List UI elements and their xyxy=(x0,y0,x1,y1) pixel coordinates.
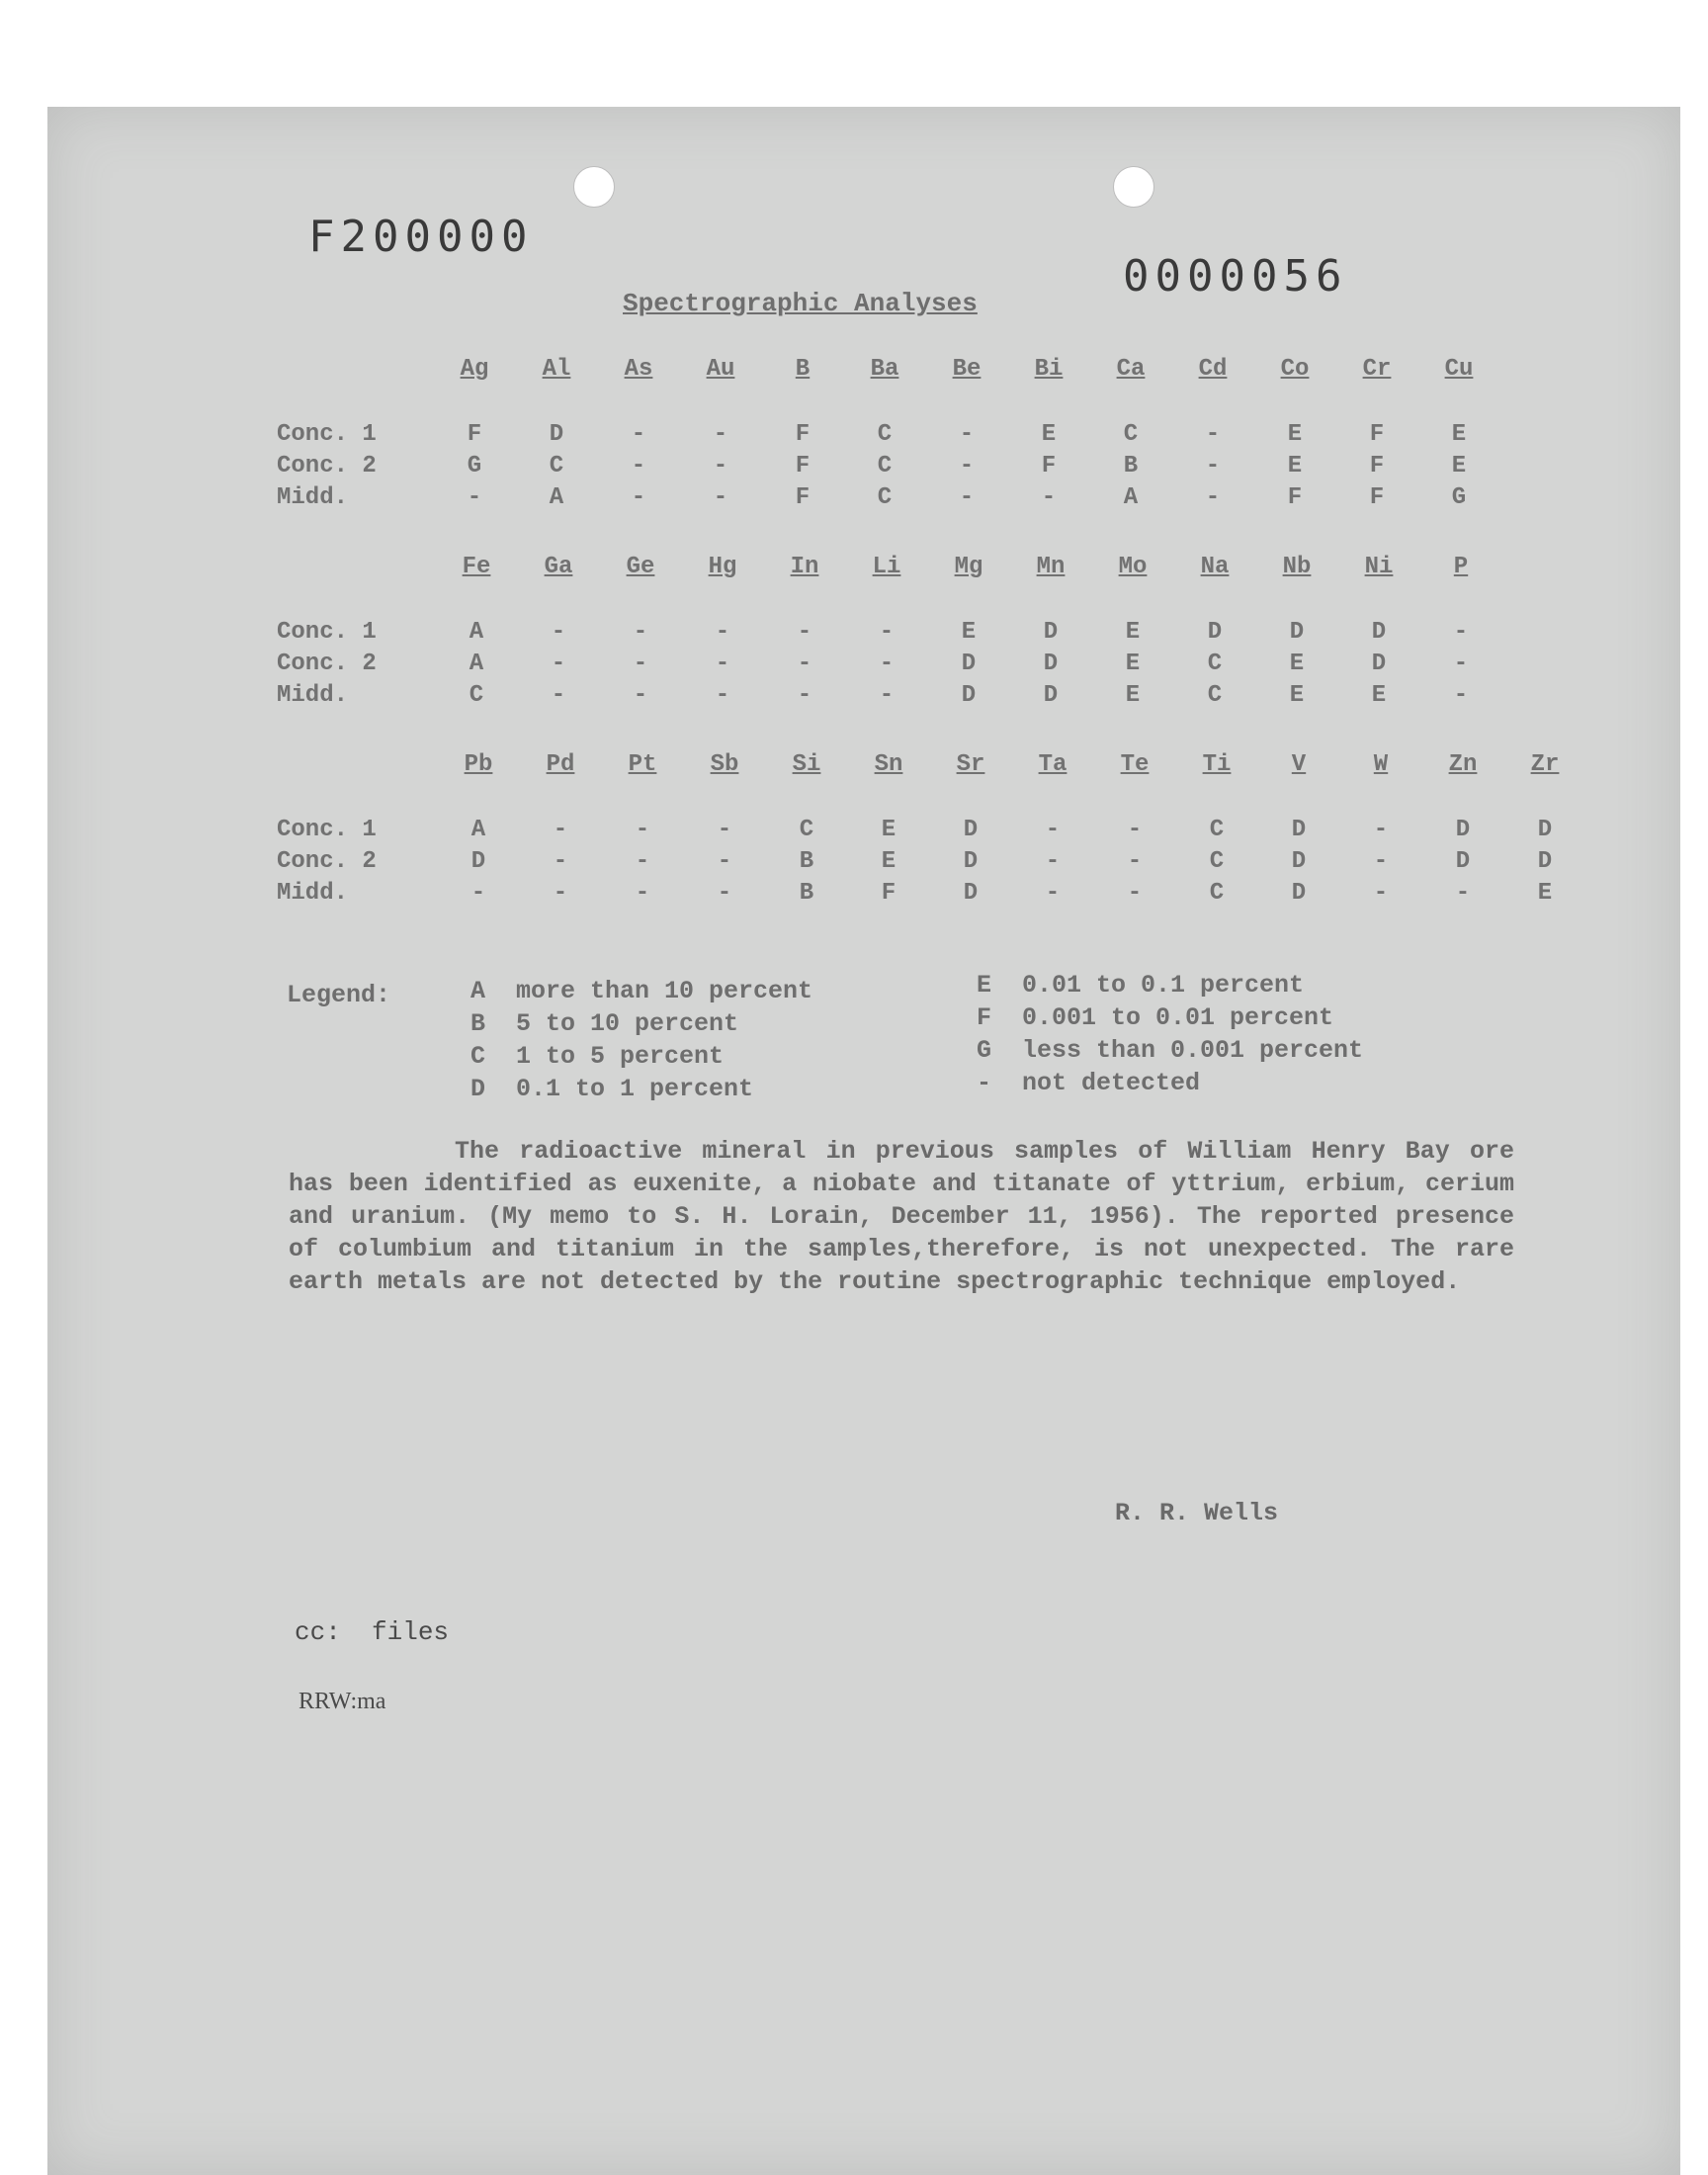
table-cell: A xyxy=(1123,484,1139,511)
table-cell: - xyxy=(1205,421,1221,448)
legend-item xyxy=(977,1069,1363,1101)
table-cell: D xyxy=(1455,848,1471,875)
table-cell: D xyxy=(1043,682,1059,709)
table-cell: E xyxy=(1125,619,1141,646)
table-cell: C xyxy=(877,453,893,479)
typist-initials: RRW:ma xyxy=(299,1689,386,1714)
table-cell: D xyxy=(1371,619,1387,646)
element-header: Mn xyxy=(1036,554,1066,580)
legend-text: not detected xyxy=(1022,1069,1201,1097)
element-header: Ti xyxy=(1202,751,1232,778)
table-cell: C xyxy=(1123,421,1139,448)
table-cell: - xyxy=(631,421,646,448)
punch-hole-right xyxy=(1113,166,1154,208)
table-cell: F xyxy=(1287,484,1303,511)
table-cell: D xyxy=(1371,651,1387,677)
table-cell: - xyxy=(959,421,975,448)
legend-item xyxy=(470,1042,812,1075)
element-header: Be xyxy=(952,356,982,383)
element-header: Fe xyxy=(462,554,491,580)
table-cell: A xyxy=(549,484,564,511)
table-cell: C xyxy=(549,453,564,479)
legend-text: 1 to 5 percent xyxy=(516,1042,725,1071)
legend-item xyxy=(977,1003,1363,1036)
stamp-number-left: F200000 xyxy=(308,212,534,262)
legend-key: E xyxy=(977,971,992,1000)
table-cell: E xyxy=(1451,453,1467,479)
legend-right xyxy=(977,971,1363,1101)
table-cell: E xyxy=(1125,682,1141,709)
legend-item xyxy=(977,971,1363,1003)
legend-key: G xyxy=(977,1036,992,1065)
table-cell: D xyxy=(1455,817,1471,843)
table-cell: - xyxy=(551,619,566,646)
element-header: Hg xyxy=(708,554,737,580)
table-cell: - xyxy=(551,651,566,677)
table-cell: - xyxy=(797,682,812,709)
table-cell: E xyxy=(881,817,897,843)
table-cell: F xyxy=(1369,421,1385,448)
table-cell: C xyxy=(1209,817,1225,843)
table-cell: D xyxy=(1291,848,1307,875)
table-cell: E xyxy=(1371,682,1387,709)
element-header: Ba xyxy=(870,356,899,383)
element-header: Ni xyxy=(1364,554,1394,580)
legend-key: - xyxy=(977,1069,992,1097)
table-cell: F xyxy=(795,421,811,448)
table-cell: F xyxy=(881,880,897,907)
table-cell: F xyxy=(795,453,811,479)
element-header: Sb xyxy=(710,751,739,778)
table-cell: E xyxy=(881,848,897,875)
table-cell: - xyxy=(467,484,482,511)
legend-text: more than 10 percent xyxy=(516,977,813,1005)
element-header: Zn xyxy=(1448,751,1478,778)
element-header: Pb xyxy=(464,751,493,778)
table-cell: D xyxy=(1289,619,1305,646)
legend-key: A xyxy=(470,977,486,1005)
table-cell: B xyxy=(1123,453,1139,479)
table-cell: C xyxy=(1209,880,1225,907)
table-cell: E xyxy=(961,619,977,646)
row-label: Midd. xyxy=(277,484,349,511)
cc-line: cc: files xyxy=(295,1617,450,1647)
element-header: Ge xyxy=(626,554,655,580)
table-cell: G xyxy=(1451,484,1467,511)
element-header: Nb xyxy=(1282,554,1312,580)
table-cell: C xyxy=(877,421,893,448)
element-header: In xyxy=(790,554,819,580)
table-cell: - xyxy=(1205,484,1221,511)
element-header: Ca xyxy=(1116,356,1146,383)
row-label: Conc. 1 xyxy=(277,421,377,448)
legend-key: F xyxy=(977,1003,992,1032)
table-cell: - xyxy=(551,682,566,709)
element-header: As xyxy=(624,356,653,383)
table-cell: - xyxy=(1205,453,1221,479)
legend-item xyxy=(470,1009,812,1042)
table-cell: E xyxy=(1041,421,1057,448)
element-header: Sn xyxy=(874,751,903,778)
table-cell: - xyxy=(1453,651,1469,677)
table-cell: - xyxy=(1127,848,1143,875)
element-header: P xyxy=(1453,554,1469,580)
table-cell: D xyxy=(961,682,977,709)
row-label: Conc. 2 xyxy=(277,453,377,479)
table-cell: - xyxy=(717,817,732,843)
table-cell: C xyxy=(1207,651,1223,677)
table-cell: C xyxy=(1209,848,1225,875)
element-header: Na xyxy=(1200,554,1230,580)
signature: R. R. Wells xyxy=(1115,1499,1279,1527)
table-cell: - xyxy=(717,880,732,907)
element-header: Cd xyxy=(1198,356,1228,383)
element-header: Li xyxy=(872,554,901,580)
table-cell: - xyxy=(1453,619,1469,646)
table-cell: D xyxy=(1291,817,1307,843)
legend-item xyxy=(470,977,812,1009)
element-header: Pt xyxy=(628,751,657,778)
table-cell: - xyxy=(1127,817,1143,843)
row-label: Conc. 2 xyxy=(277,651,377,677)
table-cell: A xyxy=(470,817,486,843)
legend-item xyxy=(470,1075,812,1107)
element-header: Te xyxy=(1120,751,1150,778)
table-cell: D xyxy=(1207,619,1223,646)
stamp-number-right: 0000056 xyxy=(1123,251,1348,302)
table-cell: - xyxy=(1373,848,1389,875)
table-cell: B xyxy=(799,848,814,875)
legend-left xyxy=(470,977,812,1107)
element-header: Cu xyxy=(1444,356,1474,383)
table-cell: - xyxy=(715,682,730,709)
table-cell: E xyxy=(1289,651,1305,677)
table-cell: - xyxy=(631,484,646,511)
table-cell: D xyxy=(963,848,979,875)
element-header: Bi xyxy=(1034,356,1064,383)
element-header: Pd xyxy=(546,751,575,778)
table-cell: C xyxy=(1207,682,1223,709)
table-cell: C xyxy=(799,817,814,843)
element-header: V xyxy=(1291,751,1307,778)
table-cell: D xyxy=(1291,880,1307,907)
legend-key: B xyxy=(470,1009,486,1038)
table-cell: - xyxy=(553,848,568,875)
punch-hole-left xyxy=(573,166,615,208)
table-cell: - xyxy=(713,484,728,511)
element-header: Au xyxy=(706,356,735,383)
table-cell: - xyxy=(959,453,975,479)
table-cell: - xyxy=(1127,880,1143,907)
table-cell: D xyxy=(470,848,486,875)
table-cell: - xyxy=(1041,484,1057,511)
table-cell: A xyxy=(469,619,484,646)
table-cell: - xyxy=(797,619,812,646)
table-cell: - xyxy=(879,651,895,677)
table-cell: B xyxy=(799,880,814,907)
table-cell: G xyxy=(467,453,482,479)
row-label: Conc. 2 xyxy=(277,848,377,875)
table-cell: C xyxy=(469,682,484,709)
element-header: Ga xyxy=(544,554,573,580)
table-cell: - xyxy=(713,421,728,448)
table-cell: - xyxy=(717,848,732,875)
table-cell: D xyxy=(1043,619,1059,646)
table-cell: - xyxy=(1045,848,1061,875)
table-cell: D xyxy=(1537,817,1553,843)
table-cell: D xyxy=(963,817,979,843)
table-cell: E xyxy=(1451,421,1467,448)
document-title: Spectrographic Analyses xyxy=(623,289,978,318)
legend-text: 5 to 10 percent xyxy=(516,1009,739,1038)
element-header: Ag xyxy=(460,356,489,383)
row-label: Midd. xyxy=(277,682,349,709)
table-cell: - xyxy=(633,651,648,677)
table-cell: - xyxy=(713,453,728,479)
element-header: Si xyxy=(792,751,821,778)
element-header: Mo xyxy=(1118,554,1148,580)
table-cell: - xyxy=(470,880,486,907)
table-cell: - xyxy=(1045,817,1061,843)
table-cell: D xyxy=(549,421,564,448)
element-header: B xyxy=(795,356,811,383)
row-label: Conc. 1 xyxy=(277,817,377,843)
table-cell: - xyxy=(1455,880,1471,907)
table-cell: - xyxy=(1373,880,1389,907)
table-cell: - xyxy=(553,880,568,907)
row-label: Midd. xyxy=(277,880,349,907)
table-cell: E xyxy=(1537,880,1553,907)
table-cell: F xyxy=(795,484,811,511)
table-cell: E xyxy=(1287,453,1303,479)
legend-heading: Legend: xyxy=(287,981,391,1009)
table-cell: F xyxy=(1041,453,1057,479)
table-cell: E xyxy=(1125,651,1141,677)
table-cell: - xyxy=(797,651,812,677)
element-header: W xyxy=(1373,751,1389,778)
element-header: Ta xyxy=(1038,751,1068,778)
element-header: Sr xyxy=(956,751,985,778)
paragraph-text: The radioactive mineral in previous samples of William Henry Bay ore has been identified as euxenite, a niobate and titanate of yttrium, erbium, cerium and uranium. (My memo to S. H. Lorain, December 11, 1956). The reported presence of columbium and titanium in the samples,therefore, is not unexpected. The rare earth metals are not detected by the routine spectrographic technique employed. xyxy=(289,1137,1514,1296)
body-paragraph xyxy=(289,1135,1514,1298)
table-cell: - xyxy=(631,453,646,479)
element-header: Co xyxy=(1280,356,1310,383)
table-cell: A xyxy=(469,651,484,677)
table-cell: - xyxy=(1045,880,1061,907)
table-cell: - xyxy=(633,619,648,646)
table-cell: - xyxy=(959,484,975,511)
legend-text: less than 0.001 percent xyxy=(1022,1036,1364,1065)
legend-text: 0.01 to 0.1 percent xyxy=(1022,971,1305,1000)
table-cell: - xyxy=(1373,817,1389,843)
table-cell: D xyxy=(961,651,977,677)
legend-item xyxy=(977,1036,1363,1069)
element-header: Mg xyxy=(954,554,983,580)
table-cell: - xyxy=(635,848,650,875)
legend-text: 0.1 to 1 percent xyxy=(516,1075,754,1103)
table-cell: F xyxy=(1369,484,1385,511)
table-cell: F xyxy=(1369,453,1385,479)
table-cell: - xyxy=(635,880,650,907)
table-cell: - xyxy=(635,817,650,843)
legend-text: 0.001 to 0.01 percent xyxy=(1022,1003,1334,1032)
element-header: Cr xyxy=(1362,356,1392,383)
table-cell: D xyxy=(1043,651,1059,677)
row-label: Conc. 1 xyxy=(277,619,377,646)
table-cell: C xyxy=(877,484,893,511)
table-cell: E xyxy=(1287,421,1303,448)
table-cell: D xyxy=(963,880,979,907)
table-cell: - xyxy=(879,619,895,646)
table-cell: F xyxy=(467,421,482,448)
table-cell: D xyxy=(1537,848,1553,875)
table-cell: - xyxy=(715,619,730,646)
table-cell: E xyxy=(1289,682,1305,709)
legend-key: D xyxy=(470,1075,486,1103)
element-header: Zr xyxy=(1530,751,1560,778)
legend-key: C xyxy=(470,1042,486,1071)
element-header: Al xyxy=(542,356,571,383)
table-cell: - xyxy=(1453,682,1469,709)
table-cell: - xyxy=(633,682,648,709)
table-cell: - xyxy=(879,682,895,709)
table-cell: - xyxy=(715,651,730,677)
table-cell: - xyxy=(553,817,568,843)
